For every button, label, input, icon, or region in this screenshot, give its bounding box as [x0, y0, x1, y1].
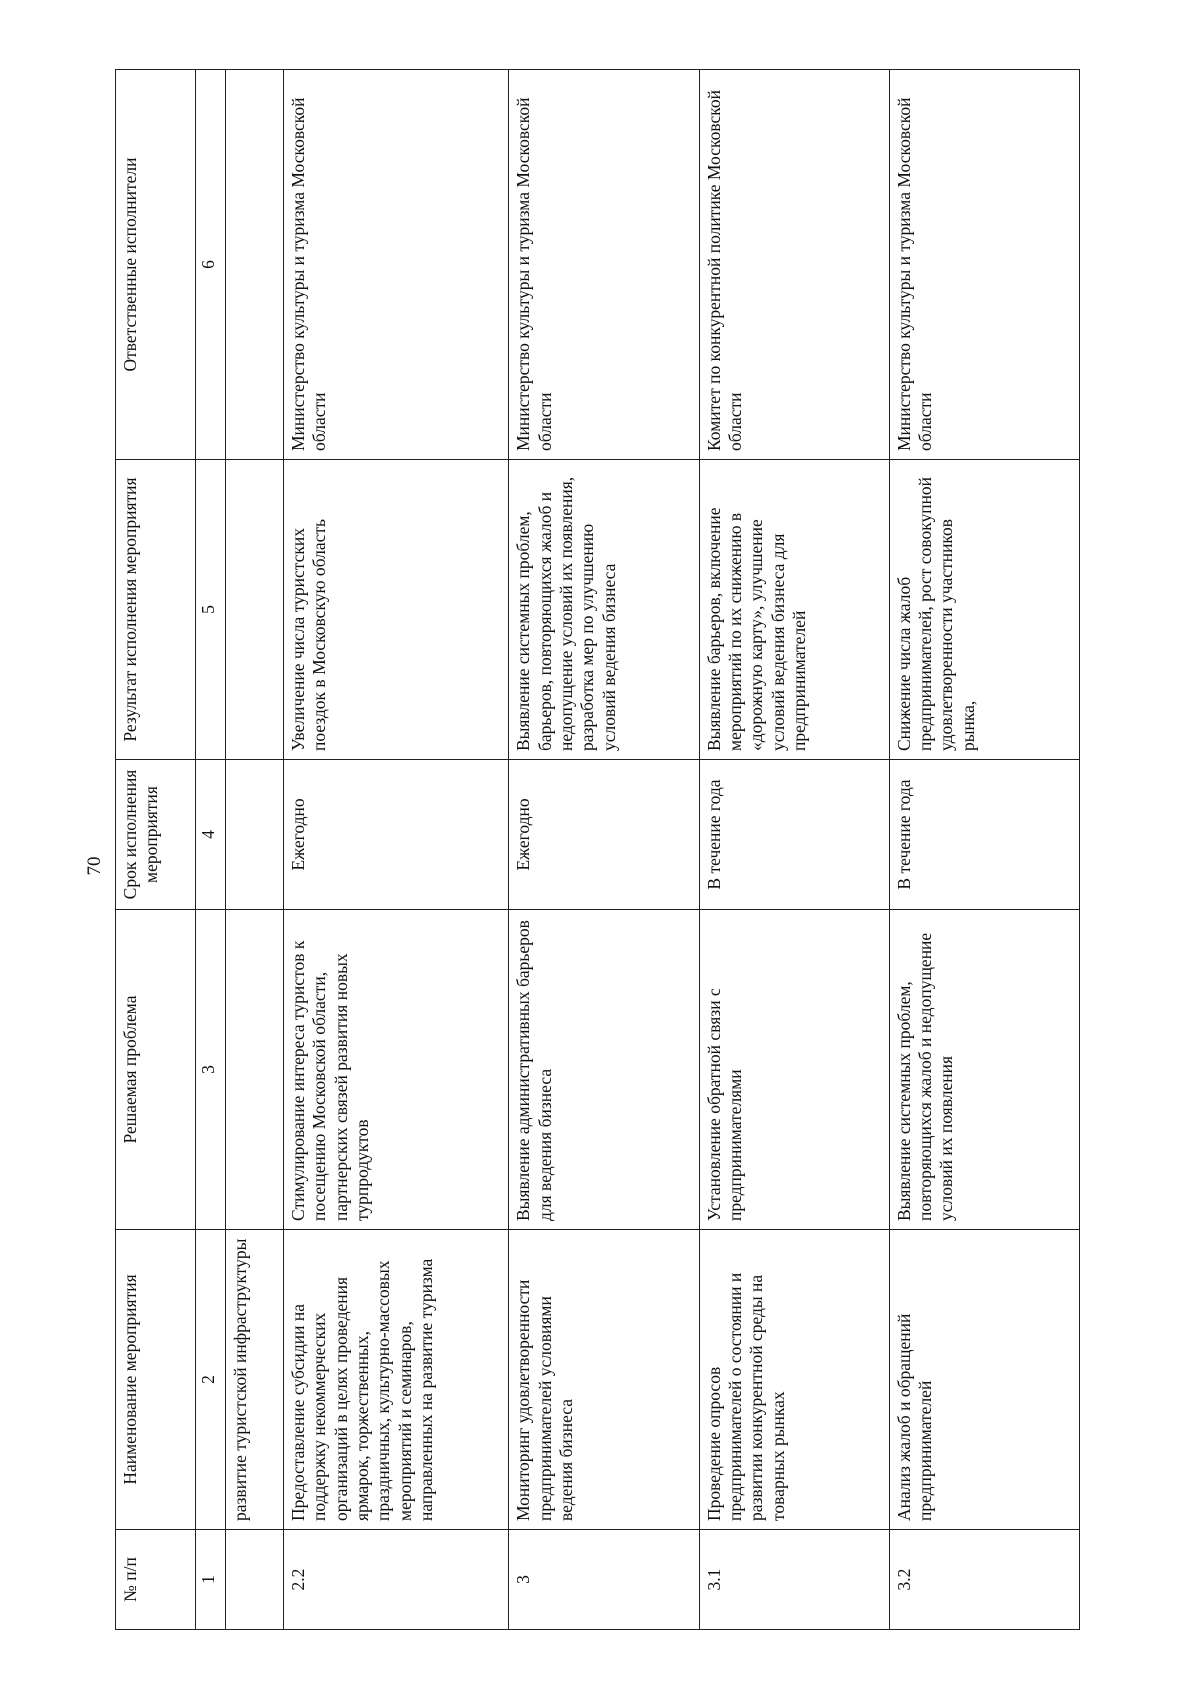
- header-cell-name: Наименование мероприятия: [116, 1230, 196, 1530]
- cell-result: Снижение числа жалоб предпринимателей, рост совокупной удовлетворенности участников рынка,: [889, 460, 1079, 760]
- header-cell-responsible: Ответственные исполнители: [116, 70, 196, 460]
- cell-result: Выявление системных проблем, барьеров, повторяющихся жалоб и недопущение условий их появления, разработка мер по улучшению условий ведения бизнеса: [509, 460, 699, 760]
- cell-problem: Стимулирование интереса туристов к посещению Московской области, партнерских связей развития новых турпродуктов: [284, 910, 509, 1230]
- column-number: 4: [196, 760, 226, 910]
- cell-responsible: Министерство культуры и туризма Московской области: [889, 70, 1079, 460]
- header-row: [116, 70, 196, 1630]
- table-row: [509, 70, 699, 1630]
- cell-num: 3.2: [889, 1530, 1079, 1630]
- cell-name: развитие туристской инфраструктуры: [226, 1230, 284, 1530]
- table-row: [889, 70, 1079, 1630]
- cell-num: 2.2: [284, 1530, 509, 1630]
- table-row: [284, 70, 509, 1630]
- column-number: 2: [196, 1230, 226, 1530]
- cell-num: 3: [509, 1530, 699, 1630]
- cell-num: [226, 1530, 284, 1630]
- measures-table: [115, 69, 1080, 1630]
- column-number: 6: [196, 70, 226, 460]
- cell-term: В течение года: [889, 760, 1079, 910]
- header-cell-term: Срок исполнения мероприятия: [116, 760, 196, 910]
- page-number: 70: [84, 856, 105, 876]
- cell-term: Ежегодно: [284, 760, 509, 910]
- cell-num: 3.1: [699, 1530, 889, 1630]
- cell-name: Анализ жалоб и обращений предпринимателей: [889, 1230, 1079, 1530]
- table-row: [699, 70, 889, 1630]
- cell-responsible: Министерство культуры и туризма Московской области: [284, 70, 509, 460]
- rotated-table-wrapper: [115, 70, 1080, 1630]
- cell-result: Увеличение числа туристских поездок в Московскую область: [284, 460, 509, 760]
- cell-problem: [226, 910, 284, 1230]
- column-number: 1: [196, 1530, 226, 1630]
- column-number: 5: [196, 460, 226, 760]
- cell-name: Мониторинг удовлетворенности предпринимателей условиями ведения бизнеса: [509, 1230, 699, 1530]
- header-cell-num: № п/п: [116, 1530, 196, 1630]
- cell-result: Выявление барьеров, включение мероприятий по их снижению в «дорожную карту», улучшение условий ведения бизнеса для предпринимателей: [699, 460, 889, 760]
- cell-term: В течение года: [699, 760, 889, 910]
- cell-term: [226, 760, 284, 910]
- cell-problem: Выявление системных проблем, повторяющихся жалоб и недопущение условий их появления: [889, 910, 1079, 1230]
- column-number: 3: [196, 910, 226, 1230]
- cell-name: Проведение опросов предпринимателей о состоянии и развитии конкурентной среды на товарных рынках: [699, 1230, 889, 1530]
- cell-responsible: Министерство культуры и туризма Московской области: [509, 70, 699, 460]
- cell-problem: Установление обратной связи с предпринимателями: [699, 910, 889, 1230]
- cell-term: Ежегодно: [509, 760, 699, 910]
- header-cell-problem: Решаемая проблема: [116, 910, 196, 1230]
- cell-name: Предоставление субсидии на поддержку некоммерческих организаций в целях проведения ярмарок, торжественных, праздничных, культурно-массовых мероприятий и семинаров, направленных на развитие туризма: [284, 1230, 509, 1530]
- table-row: [226, 70, 284, 1630]
- cell-responsible: Комитет по конкурентной политике Московской области: [699, 70, 889, 460]
- cell-result: [226, 460, 284, 760]
- header-cell-result: Результат исполнения мероприятия: [116, 460, 196, 760]
- cell-problem: Выявление административных барьеров для ведения бизнеса: [509, 910, 699, 1230]
- cell-responsible: [226, 70, 284, 460]
- column-number-row: [196, 70, 226, 1630]
